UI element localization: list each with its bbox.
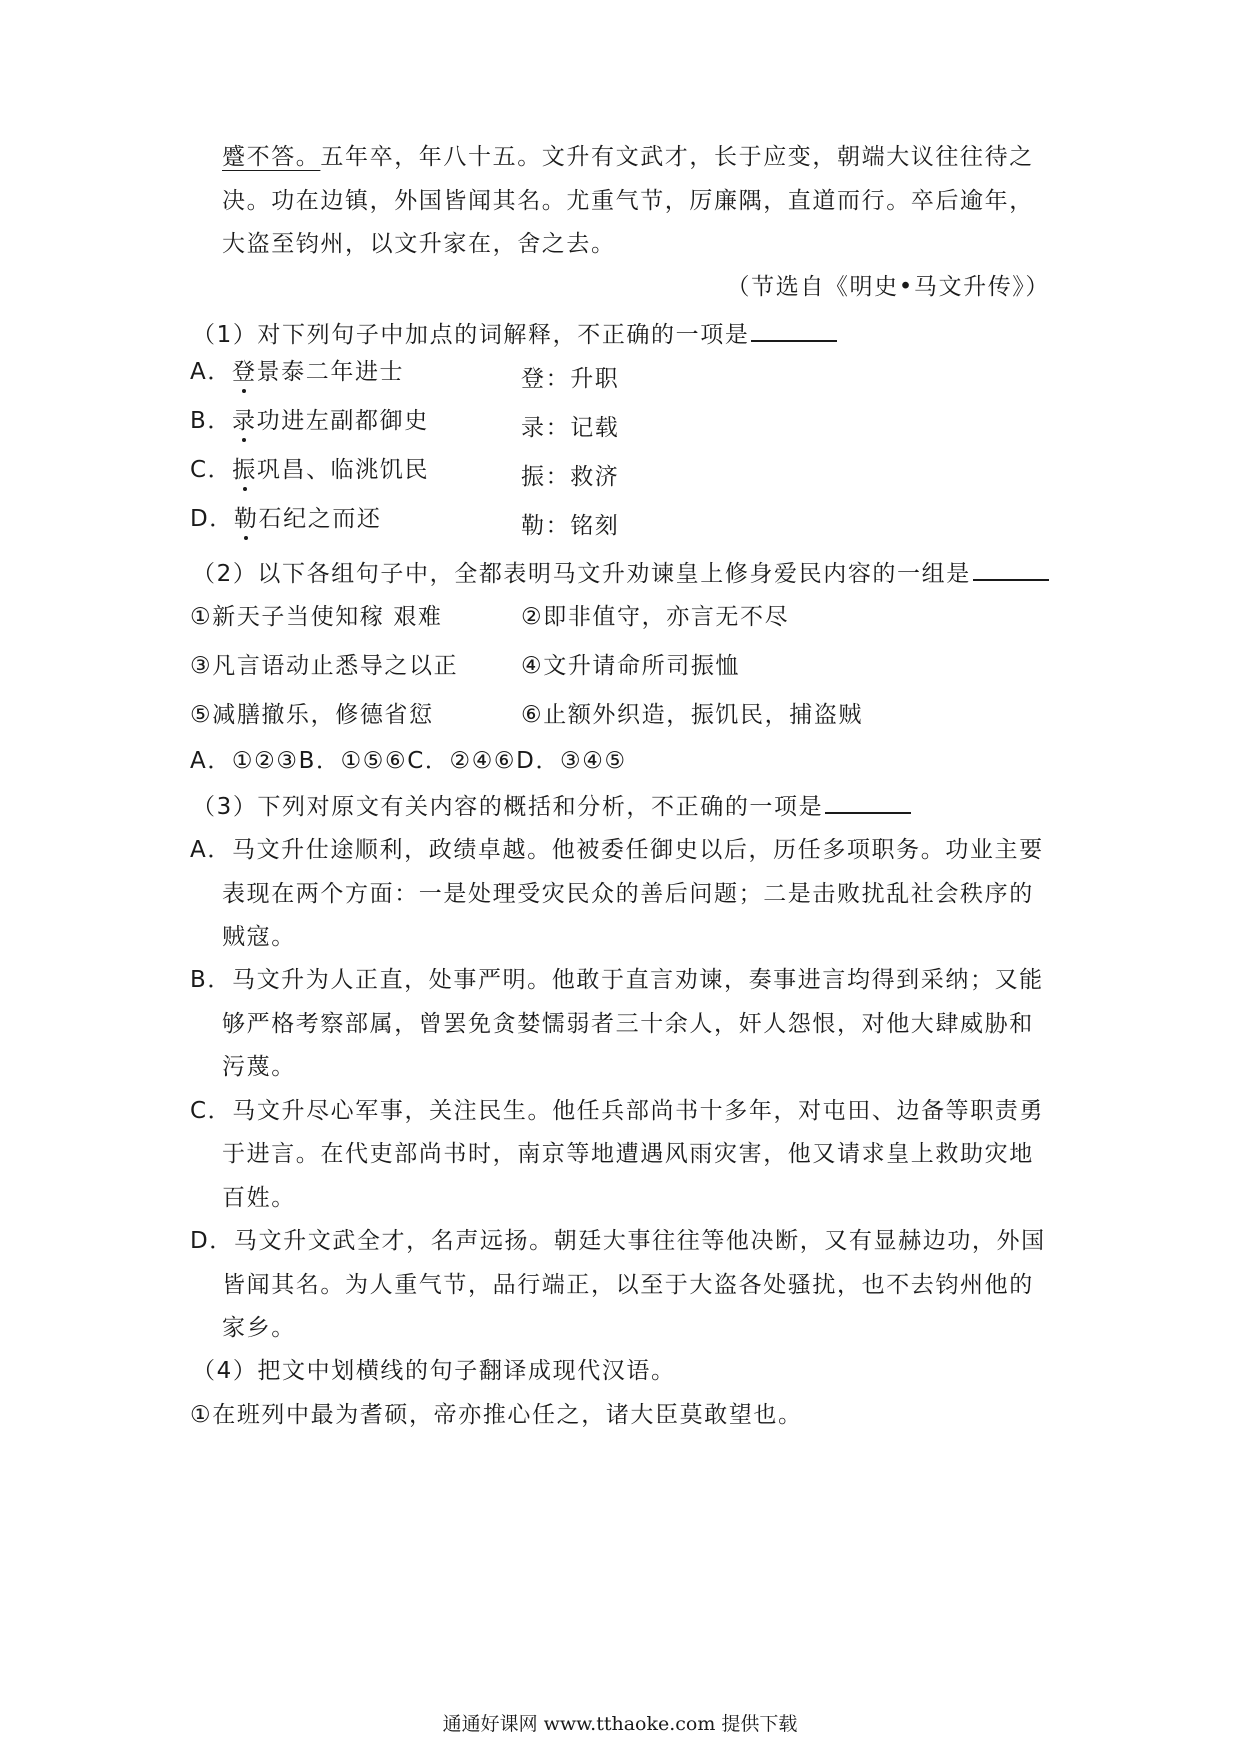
dotted-word: 振 [232,457,257,483]
q3-option-a-line-1: A．马文升仕途顺利，政绩卓越。他被委任御史以后，历任多项职务。功业主要 [190,837,1044,863]
question-2-stem: （2）以下各组句子中，全都表明马文升劝谏皇上修身爱民内容的一组是 [192,557,1049,589]
page-footer: 通通好课网 www.tthaoke.com 提供下载 [442,1713,798,1735]
q1-option-b: B．录功进左副都御史 [190,408,429,434]
q3-option-a-line-3: 贼寇。 [222,924,296,950]
q3-option-c-line-2: 于进言。在代吏部尚书时，南京等地遭遇风雨灾害，他又请求皇上救助灾地 [222,1141,1034,1167]
q1-option-c: C．振巩昌、临洮饥民 [190,457,430,483]
passage-line-2: 决。功在边镇，外国皆闻其名。尤重气节，厉廉隅，直道而行。卒后逾年， [222,188,1034,214]
answer-blank-1[interactable] [751,318,837,342]
dotted-word: 勒 [233,506,259,532]
q1-option-b-gloss: 录：记载 [521,415,620,441]
q3-option-d-line-2: 皆闻其名。为人重气节，品行端正，以至于大盗各处骚扰，也不去钧州他的 [222,1272,1034,1298]
q1-option-d-gloss: 勒：铭刻 [521,513,620,539]
dotted-word: 录 [231,408,257,434]
dotted-word: 登 [231,359,257,385]
q1-option-d: D．勒石纪之而还 [190,506,382,532]
q1-option-a: A．登景泰二年进士 [190,359,405,385]
passage-source: （节选自《明史•马文升传》） [726,274,1050,300]
q3-option-d-line-1: D．马文升文武全才，名声远扬。朝廷大事往往等他决断，又有显赫边功，外国 [190,1228,1046,1254]
q3-option-c-line-3: 百姓。 [222,1185,296,1211]
q2-item-5: ⑤减膳撤乐，修德省愆 [190,702,434,728]
q4-item-1: ①在班列中最为耆硕，帝亦推心任之，诸大臣莫敢望也。 [190,1402,803,1428]
q3-option-b-line-1: B．马文升为人正直，处事严明。他敢于直言劝谏，奏事进言均得到采纳；又能 [190,967,1044,993]
q1-option-c-gloss: 振：救济 [521,464,620,490]
q2-item-4: ④文升请命所司振恤 [521,653,741,679]
question-4-stem: （4）把文中划横线的句子翻译成现代汉语。 [192,1358,676,1384]
q2-item-3: ③凡言语动止悉导之以正 [190,653,459,679]
q3-option-b-line-2: 够严格考察部属，曾罢免贪婪懦弱者三十余人，奸人怨恨，对他大肆威胁和 [222,1011,1034,1037]
q3-option-a-line-2: 表现在两个方面：一是处理受灾民众的善后问题；二是击败扰乱社会秩序的 [222,881,1034,907]
q1-option-a-gloss: 登：升职 [521,366,620,392]
answer-blank-3[interactable] [825,790,911,814]
answer-blank-2[interactable] [973,557,1049,581]
q3-option-d-line-3: 家乡。 [222,1315,296,1341]
underlined-sentence: 蹙不答。 [222,144,321,170]
question-3-stem: （3）下列对原文有关内容的概括和分析，不正确的一项是 [192,790,911,822]
q2-item-6: ⑥止额外织造，振饥民，捕盗贼 [521,702,864,728]
q3-option-c-line-1: C．马文升尽心军事，关注民生。他任兵部尚书十多年，对屯田、边备等职责勇 [190,1098,1045,1124]
q2-item-1: ①新天子当使知稼 艰难 [190,604,443,630]
question-1-stem: （1）对下列句子中加点的词解释，不正确的一项是 [192,318,837,350]
q2-item-2: ②即非值守，亦言无不尽 [521,604,790,630]
q2-choices: A．①②③B．①⑤⑥C．②④⑥D．③④⑤ [190,748,627,774]
passage-line-3: 大盗至钧州，以文升家在，舍之去。 [222,231,616,257]
q3-option-b-line-3: 污蔑。 [222,1054,296,1080]
passage-line-1: 蹙不答。五年卒，年八十五。文升有文武才，长于应变，朝端大议往往待之 [222,144,1034,170]
